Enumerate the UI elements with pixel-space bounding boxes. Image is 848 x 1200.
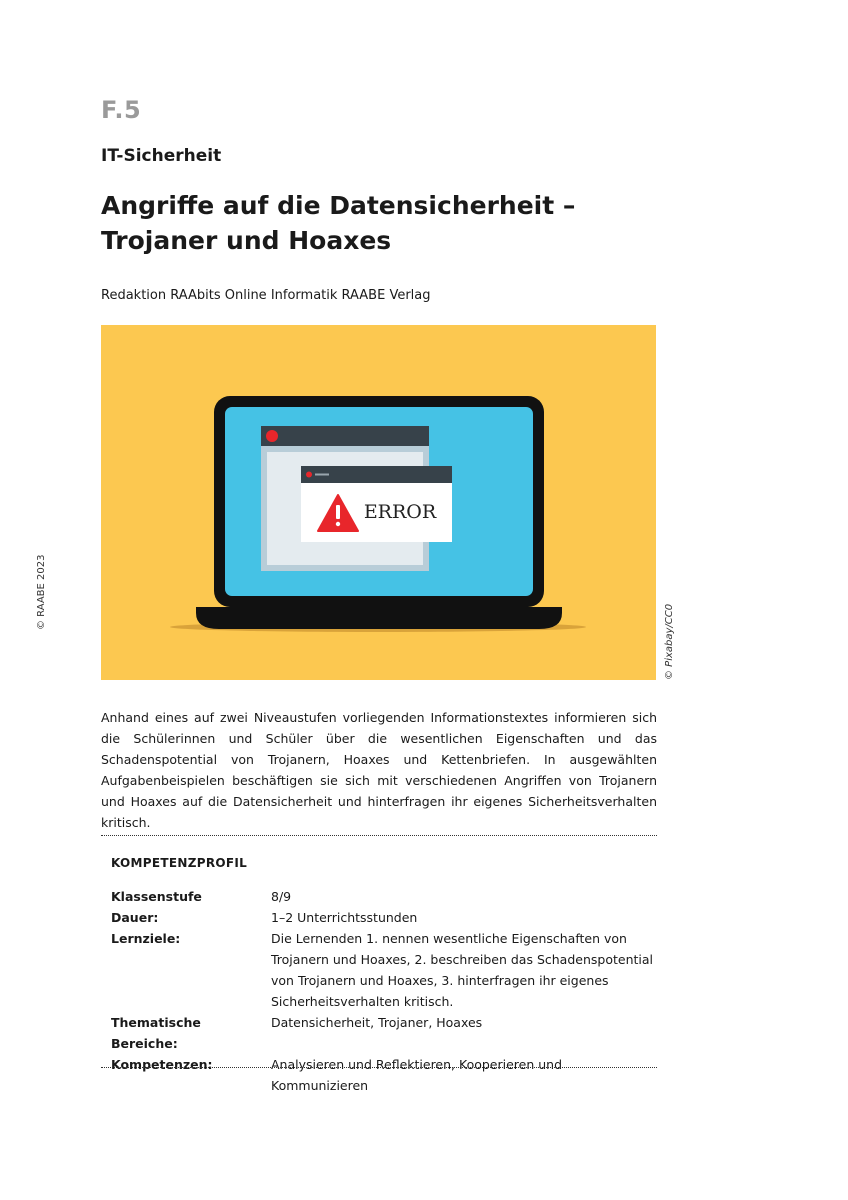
close-icon [266, 430, 278, 442]
kp-row-kompetenzen [111, 1054, 656, 1096]
side-copyright: © RAABE 2023 [36, 554, 47, 630]
kp-value: Die Lernenden 1. nennen wesentliche Eigenschaften von Trojanern und Hoaxes, 2. beschreiben das Schadenspotential von Trojanern und Hoaxes, 3. hinterfragen ihr eigenes Sicherheitsverhalten kritisch. [271, 931, 654, 1009]
kp-row-klassenstufe [111, 886, 656, 907]
kompetenzprofil-table [111, 886, 656, 1096]
dialog-title-line [315, 474, 329, 476]
section-code: F.5 [101, 96, 142, 124]
laptop-error-illustration [101, 325, 656, 680]
subject-heading: IT-Sicherheit [101, 146, 222, 166]
dialog-close-icon [306, 472, 312, 478]
kp-label: Dauer: [111, 910, 159, 925]
kp-value: Analysieren und Reflektieren, Kooperieren und Kommunizieren [271, 1057, 563, 1093]
laptop-base [196, 607, 562, 629]
kp-label: Klassenstufe [111, 889, 202, 904]
hero-illustration [101, 325, 656, 680]
kp-value: 1–2 Unterrichtsstunden [271, 910, 418, 925]
authors-line: Redaktion RAAbits Online Informatik RAABE Verlag [101, 288, 431, 303]
back-window-titlebar [261, 426, 429, 446]
kp-label: Thematische Bereiche: [111, 1015, 201, 1051]
kp-label: Lernziele: [111, 931, 181, 946]
kp-row-thematische-bereiche [111, 1012, 656, 1054]
image-credit: © Pixabay/CC0 [664, 603, 675, 680]
intro-paragraph: Anhand eines auf zwei Niveaustufen vorliegenden Informationstextes informieren sich die Schülerinnen und Schüler über die wesentlichen Eigenschaften und das Schadenspotential von Trojanern, Hoaxes und Kettenbriefen. In ausgewählten Aufgabenbeispielen beschäftigen sie sich mit verschiedenen Angriffen von Trojanern und Hoaxes auf die Datensicherheit und hinterfragen ihr eigenes Sicherheitsverhalten kritisch. [101, 710, 657, 830]
kp-label: Kompetenzen: [111, 1057, 213, 1072]
error-label: ERROR [363, 501, 437, 523]
kompetenzprofil-heading: KOMPETENZPROFIL [111, 856, 248, 870]
kp-row-lernziele [111, 928, 656, 1012]
kp-row-dauer [111, 907, 656, 928]
page-title: Angriffe auf die Datensicherheit – Trojaner und Hoaxes [101, 191, 576, 255]
kp-value: Datensicherheit, Trojaner, Hoaxes [271, 1015, 483, 1030]
divider-bottom [101, 1067, 657, 1068]
kp-value: 8/9 [271, 889, 292, 904]
divider-top [101, 835, 657, 836]
